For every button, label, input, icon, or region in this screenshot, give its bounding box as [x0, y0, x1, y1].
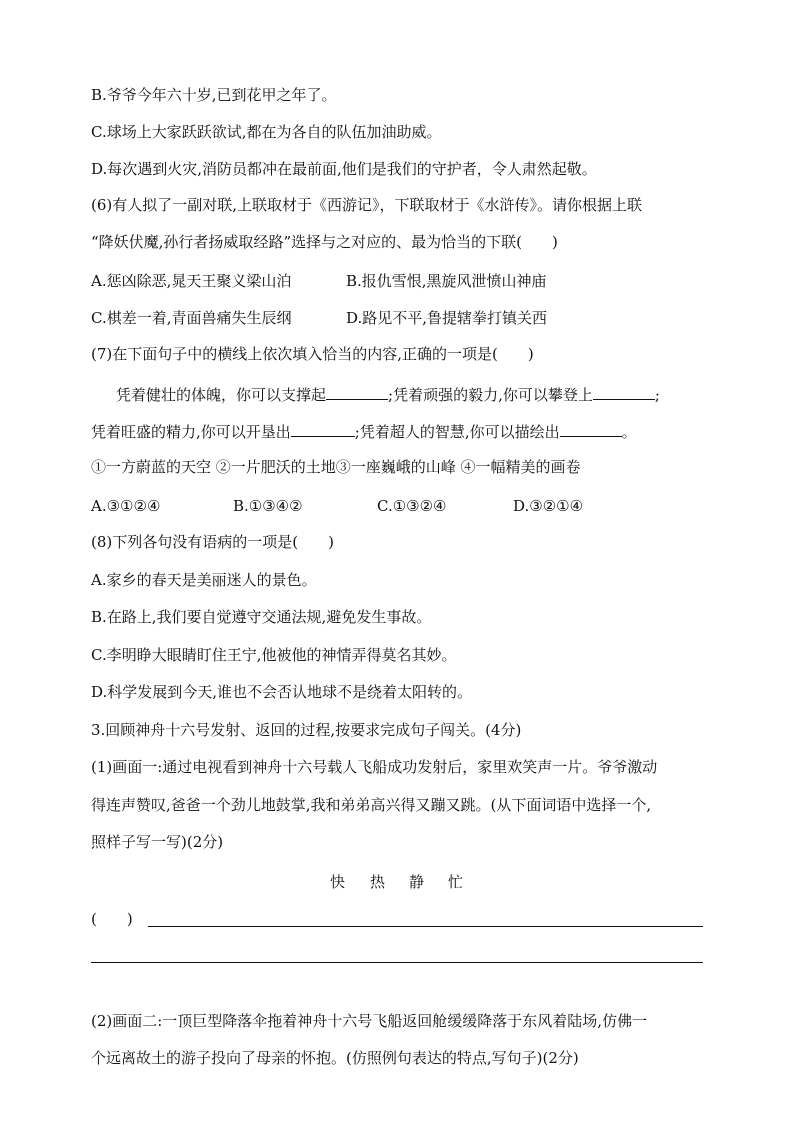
q6-option-b: B.报仇雪恨,黑旋风泄愤山神庙 — [346, 272, 547, 290]
answer-blank-2[interactable] — [593, 383, 655, 400]
q7-text-1: 凭着健壮的体魄，你可以支撑起 — [116, 386, 327, 404]
q7-sentence-line2 — [91, 420, 637, 443]
q3-part2-line1: (2)画面二:一顶巨型降落伞拖着神舟十六号飞船返回舱缓缓降落于东风着陆场,仿佛一 — [91, 1012, 648, 1030]
q5-option-c: C.球场上大家跃跃欲试,都在为各自的队伍加油助威。 — [91, 123, 442, 141]
q7-choices: ①一方蔚蓝的天空 ②一片肥沃的土地③一座巍峨的山峰 ④一幅精美的画卷 — [91, 458, 581, 476]
q5-option-b: B.爷爷今年六十岁,已到花甲之年了。 — [91, 86, 337, 104]
q7-sentence-line1 — [116, 383, 660, 406]
answer-blank-4[interactable] — [560, 420, 622, 437]
q7-text-3: ; — [654, 386, 660, 404]
q6-stem-line1: (6)有人拟了一副对联,上联取材于《西游记》，下联取材于《水浒传》。请你根据上联 — [91, 196, 643, 214]
q8-option-d: D.科学发展到今天,谁也不会否认地球不是绕着太阳转的。 — [91, 683, 473, 701]
q7-stem: (7)在下面句子中的横线上依次填入恰当的内容,正确的一项是( ) — [91, 345, 534, 363]
q6-stem-line2: “降妖伏魔,孙行者扬威取经路”选择与之对应的、最为恰当的下联( ) — [91, 233, 558, 251]
q7-option-d: D.③②①④ — [513, 497, 584, 515]
q3-part1-line1: (1)画面一:通过电视看到神舟十六号载人飞船成功发射后，家里欢笑声一片。爷爷激动 — [91, 758, 658, 776]
q7-option-c: C.①③②④ — [377, 497, 447, 515]
word-option-2: 热 — [370, 873, 386, 891]
q6-option-c: C.棋差一着,青面兽痛失生辰纲 — [91, 309, 292, 327]
q3-part1-line3: 照样子写一写)(2分) — [91, 833, 224, 851]
q7-text-4: 凭着旺盛的精力,你可以开垦出 — [91, 423, 291, 441]
answer-line-1[interactable] — [148, 926, 703, 927]
q7-option-a: A.③①②④ — [91, 497, 161, 515]
q3-part1-line2: 得连声赞叹,爸爸一个劲儿地鼓掌,我和弟弟高兴得又蹦又跳。(从下面词语中选择一个, — [91, 796, 652, 814]
q7-text-5: ;凭着超人的智慧,你可以描绘出 — [354, 423, 560, 441]
q3-stem: 3.回顾神舟十六号发射、返回的过程,按要求完成句子闯关。(4分) — [91, 721, 522, 739]
q7-option-b: B.①③④② — [233, 497, 303, 515]
word-option-4: 忙 — [448, 873, 464, 891]
q8-option-c: C.李明睁大眼睛盯住王宁,他被他的神情弄得莫名其妙。 — [91, 646, 457, 664]
q8-option-a: A.家乡的春天是美丽迷人的景色。 — [91, 571, 317, 589]
answer-line-2[interactable] — [91, 962, 703, 963]
answer-blank-1[interactable] — [326, 383, 388, 400]
q6-option-a: A.惩凶除恶,晁天王聚义梁山泊 — [91, 272, 292, 290]
q5-option-d: D.每次遇到火灾,消防员都冲在最前面,他们是我们的守护者，令人肃然起敬。 — [91, 160, 597, 178]
answer-blank-3[interactable] — [291, 420, 355, 437]
q8-stem: (8)下列各句没有语病的一项是( ) — [91, 533, 334, 551]
q8-option-b: B.在路上,我们要自觉遵守交通法规,避免发生事故。 — [91, 608, 432, 626]
q6-option-d: D.路见不平,鲁提辖拳打镇关西 — [346, 309, 548, 327]
q3-part2-line2: 个远离故土的游子投向了母亲的怀抱。(仿照例句表达的特点,写句子)(2分) — [91, 1049, 579, 1067]
word-option-1: 快 — [330, 873, 346, 891]
word-option-3: 静 — [409, 873, 425, 891]
q7-text-6: 。 — [621, 423, 637, 441]
q7-text-2: ;凭着顽强的毅力,你可以攀登上 — [388, 386, 593, 404]
answer-paren: ( ) — [91, 910, 133, 928]
